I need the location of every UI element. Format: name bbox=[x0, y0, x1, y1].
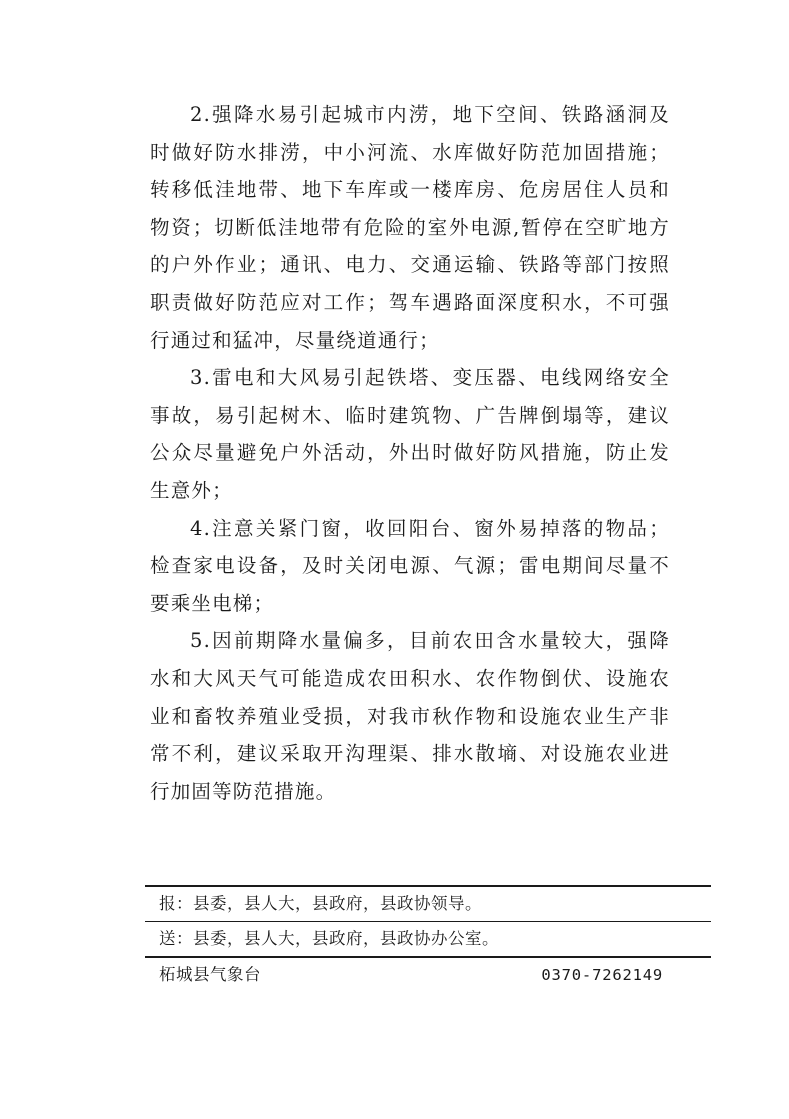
item-2-line-7: 行通过和猛冲，尽量绕道通行； bbox=[150, 328, 440, 352]
item-4-line-3: 要乘坐电梯； bbox=[150, 591, 275, 615]
issuer-name: 柘城县气象台 bbox=[159, 965, 261, 984]
item-2-line-2: 时做好防水排涝，中小河流、水库做好防范加固措施； bbox=[150, 140, 670, 164]
item-3-line-1: 3.雷电和大风易引起铁塔、变压器、电线网络安全 bbox=[190, 366, 670, 390]
issuer-line bbox=[145, 958, 711, 992]
item-3-line-4: 生意外； bbox=[150, 478, 233, 502]
item-5-line-2: 水和大风天气可能造成农田积水、农作物倒伏、设施农 bbox=[150, 666, 670, 690]
issuer-phone: 0370-7262149 bbox=[541, 966, 663, 984]
item-2-line-6: 职责做好防范应对工作；驾车遇路面深度积水，不可强 bbox=[150, 290, 670, 314]
item-5-line-1: 5.因前期降水量偏多，目前农田含水量较大，强降 bbox=[190, 629, 670, 653]
item-4-line-2: 检查家电设备，及时关闭电源、气源；雷电期间尽量不 bbox=[150, 554, 670, 578]
item-3-line-2: 事故，易引起树木、临时建筑物、广告牌倒塌等，建议 bbox=[150, 403, 670, 427]
item-2-line-3: 转移低洼地带、地下车库或一楼库房、危房居住人员和 bbox=[150, 178, 670, 202]
item-5-line-5: 行加固等防范措施。 bbox=[150, 779, 337, 803]
report-to-line: 报：县委，县人大，县政府，县政协领导。 bbox=[159, 894, 482, 913]
item-4-line-1: 4.注意关紧门窗，收回阳台、窗外易掉落的物品； bbox=[190, 516, 670, 540]
item-5-line-3: 业和畜牧养殖业受损，对我市秋作物和设施农业生产非 bbox=[150, 704, 670, 728]
item-3-line-3: 公众尽量避免户外活动，外出时做好防风措施，防止发 bbox=[150, 441, 670, 465]
distribution-footer bbox=[145, 885, 711, 992]
item-2-line-4: 物资；切断低洼地带有危险的室外电源,暂停在空旷地方 bbox=[150, 215, 670, 239]
item-2-line-5: 的户外作业；通讯、电力、交通运输、铁路等部门按照 bbox=[150, 253, 670, 277]
item-5-line-4: 常不利，建议采取开沟理渠、排水散墒、对设施农业进 bbox=[150, 742, 670, 766]
item-2-line-1: 2.强降水易引起城市内涝，地下空间、铁路涵洞及 bbox=[190, 103, 670, 126]
send-to-line: 送：县委，县人大，县政府，县政协办公室。 bbox=[159, 929, 499, 948]
body-text bbox=[150, 96, 670, 810]
